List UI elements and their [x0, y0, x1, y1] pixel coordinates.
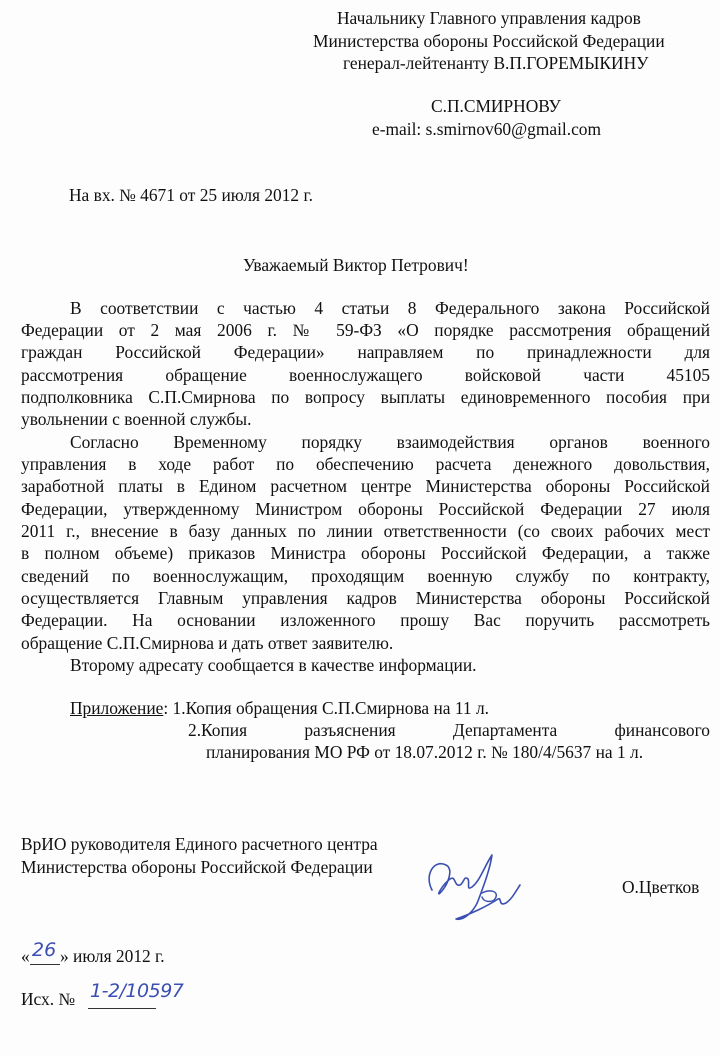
date-open-quote: «: [21, 946, 30, 966]
paragraph-2-line: Федерации. На основании изложенного прошу Вас поручить рассмотреть: [21, 610, 710, 630]
paragraph-2-line: Согласно Временному порядку взаимодействия органов военного: [70, 432, 710, 452]
paragraph-2-line: Федерации, утвержденному Министром обороны Российской Федерации 27 июля: [21, 499, 710, 519]
paragraph-2-line: сведений по военнослужащим, проходящим военную службу по контракту,: [21, 566, 710, 586]
addressee-line-3: генерал-лейтенанту В.П.ГОРЕМЫКИНУ: [343, 53, 649, 73]
paragraph-1-line: Федерации от 2 мая 2006 г. № 59-ФЗ «О порядке рассмотрения обращений: [21, 320, 710, 340]
paragraph-1-line: увольнении с военной службы.: [21, 409, 252, 429]
recipient2-email: e-mail: s.smirnov60@gmail.com: [372, 119, 602, 139]
paragraph-2-line: обращение С.П.Смирнова и дать ответ заявителю.: [21, 633, 394, 653]
attachment-item-2-line-2: планирования МО РФ от 18.07.2012 г. № 180/4/5637 на 1 л.: [206, 742, 644, 762]
attachments-colon: :: [163, 698, 173, 718]
paragraph-3: Второму адресату сообщается в качестве информации.: [70, 655, 477, 675]
signatory-title-line-1: ВрИО руководителя Единого расчетного центра: [21, 834, 378, 854]
paragraph-1-line: В соответствии с частью 4 статьи 8 Федерального закона Российской: [70, 298, 710, 318]
paragraph-1-line: рассмотрения обращение военнослужащего войсковой части 45105: [21, 365, 710, 385]
attachments-label: Приложение: [70, 698, 164, 718]
outgoing-label: Исх. №: [21, 989, 76, 1009]
outgoing-number-rule: [88, 1008, 156, 1009]
handwritten-signature: [420, 845, 530, 925]
recipient2-name: С.П.СМИРНОВУ: [431, 96, 561, 116]
paragraph-2-line: в полном объеме) приказов Министра обороны Российской Федерации, а также: [21, 543, 710, 563]
paragraph-1-line: подполковника С.П.Смирнова по вопросу выплаты единовременного пособия при: [21, 387, 710, 407]
attachment-item-2-line-1: 2.Копия разъяснения Департамента финансового: [188, 720, 710, 740]
signatory-title-line-2: Министерства обороны Российской Федерации: [21, 857, 373, 877]
paragraph-2-line: управления в ходе работ по обеспечению расчета денежного довольствия,: [21, 454, 710, 474]
addressee-line-2: Министерства обороны Российской Федерации: [313, 31, 665, 51]
signatory-name: О.Цветков: [622, 877, 700, 897]
paragraph-1-line: граждан Российской Федерации» направляем по принадлежности для: [21, 342, 710, 362]
attachment-item-1: 1.Копия обращения С.П.Смирнова на 11 л.: [172, 698, 489, 718]
salutation: Уважаемый Виктор Петрович!: [243, 255, 469, 275]
addressee-line-1: Начальнику Главного управления кадров: [337, 8, 641, 28]
paragraph-2-line: осуществляется Главным управления кадров Министерства обороны Российской: [21, 588, 710, 608]
paragraph-2-line: 2011 г., внесение в базу данных по линии ответственности (со своих рабочих мест: [21, 521, 710, 541]
attachments-first-line: [70, 697, 489, 719]
date-day-rule: [30, 964, 60, 965]
incoming-reference: На вх. № 4671 от 25 июля 2012 г.: [69, 185, 313, 205]
date-rest: » июля 2012 г.: [60, 946, 165, 966]
date-day-handwritten: 26: [32, 939, 57, 961]
outgoing-number-handwritten: 1-2/10597: [90, 980, 184, 1002]
paragraph-2-line: заработной платы в Едином расчетном центре Министерства обороны Российской: [21, 476, 710, 496]
